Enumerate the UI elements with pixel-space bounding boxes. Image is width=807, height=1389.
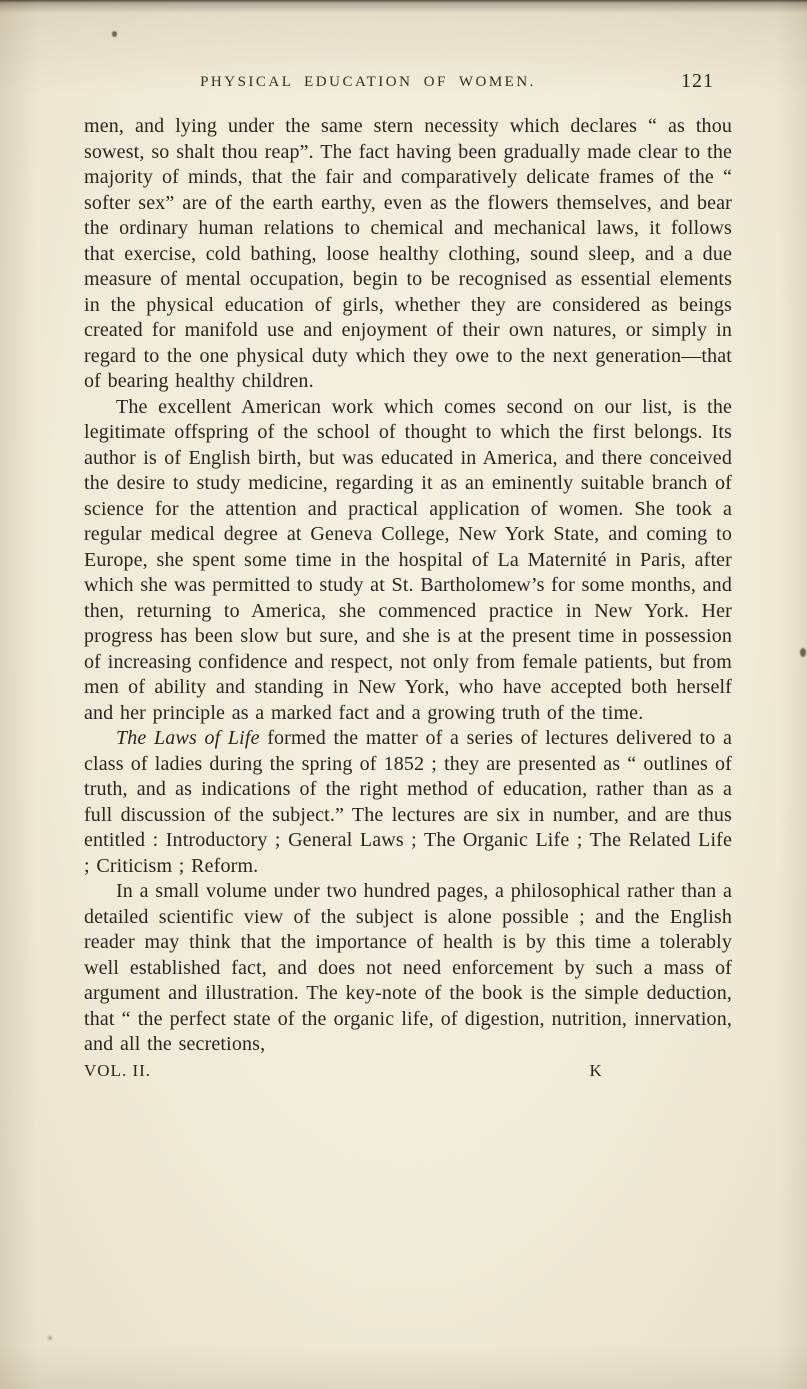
paragraph-continuation xyxy=(84,114,732,395)
running-head-title: PHYSICAL EDUCATION OF WOMEN. xyxy=(200,74,536,90)
signature-mark: K xyxy=(589,1060,603,1080)
paragraph-text: The excellent American work which comes second on our list, is the legitimate offspring of the school of thought to which the first belongs. Its author is of English birth, but was educated in America, and there conceived the desire to study medicine, regarding it as an eminently suitable branch of science for the attention and practical application of women. She took a regular medical degree at Geneva College, New York State, and coming to Europe, she spent some time in the hospital of La Maternité in Paris, after which she was permitted to study at St. Bartholomew’s for some months, and then, returning to America, she commenced practice in New York. Her progress has been slow but sure, and she is at the present time in possession of increasing confidence and respect, not only from female patients, but from men of ability and standing in New York, who have accepted both herself and her principle as a marked fact and a growing truth of the time. xyxy=(84,395,732,724)
paragraph-laws-of-life xyxy=(84,726,732,879)
page-number: 121 xyxy=(681,70,714,92)
paragraph-text: formed the matter of a series of lectures delivered to a class of ladies during the spring of 1852 ; they are presented as “ outlines of truth, and as indications of the right method of education, rather than as a full discussion of the subject.” The lectures are six in number, and are thus entitled : Introductory ; General Laws ; The Organic Life ; The Related Life ; Criticism ; Reform. xyxy=(84,727,732,877)
book-title-laws-of-life: The Laws of Life xyxy=(116,727,260,749)
paragraph-small-volume xyxy=(84,879,732,1058)
body-text xyxy=(84,114,732,1058)
volume-label: VOL. II. xyxy=(84,1060,152,1080)
scan-speck xyxy=(112,31,117,37)
paragraph-text: In a small volume under two hundred pages, a philosophical rather than a detailed scientific view of the subject is alone possible ; and the English reader may think that the importance of health is by this time a tolerably well established fact, and does not need enforcement by such a mass of argument and illustration. The key-note of the book is the simple deduction, that “ the perfect state of the organic life, of digestion, nutrition, innervation, and all the secretions, xyxy=(84,880,732,1055)
scan-speck xyxy=(48,1336,52,1340)
running-head xyxy=(84,70,732,100)
paragraph-text: men, and lying under the same stern necessity which declares “ as thou sowest, so shalt thou reap”. The fact having been gradually made clear to the majority of minds, that the fair and comparatively delicate frames of the “ softer sex” are of the earth earthy, even as the flowers themselves, and bear the ordinary human relations to chemical and mechanical laws, it follows that exercise, cold bathing, loose healthy clothing, sound sleep, and a due measure of mental occupation, begin to be recognised as essential elements in the physical education of girls, whether they are considered as beings created for manifold use and enjoyment of their own natures, or simply in regard to the one physical duty which they owe to the next generation—that of bearing healthy children. xyxy=(84,115,732,392)
page-content xyxy=(84,70,732,1087)
paragraph-american-work xyxy=(84,395,732,727)
page-footer xyxy=(84,1061,732,1087)
scan-speck xyxy=(800,648,806,657)
